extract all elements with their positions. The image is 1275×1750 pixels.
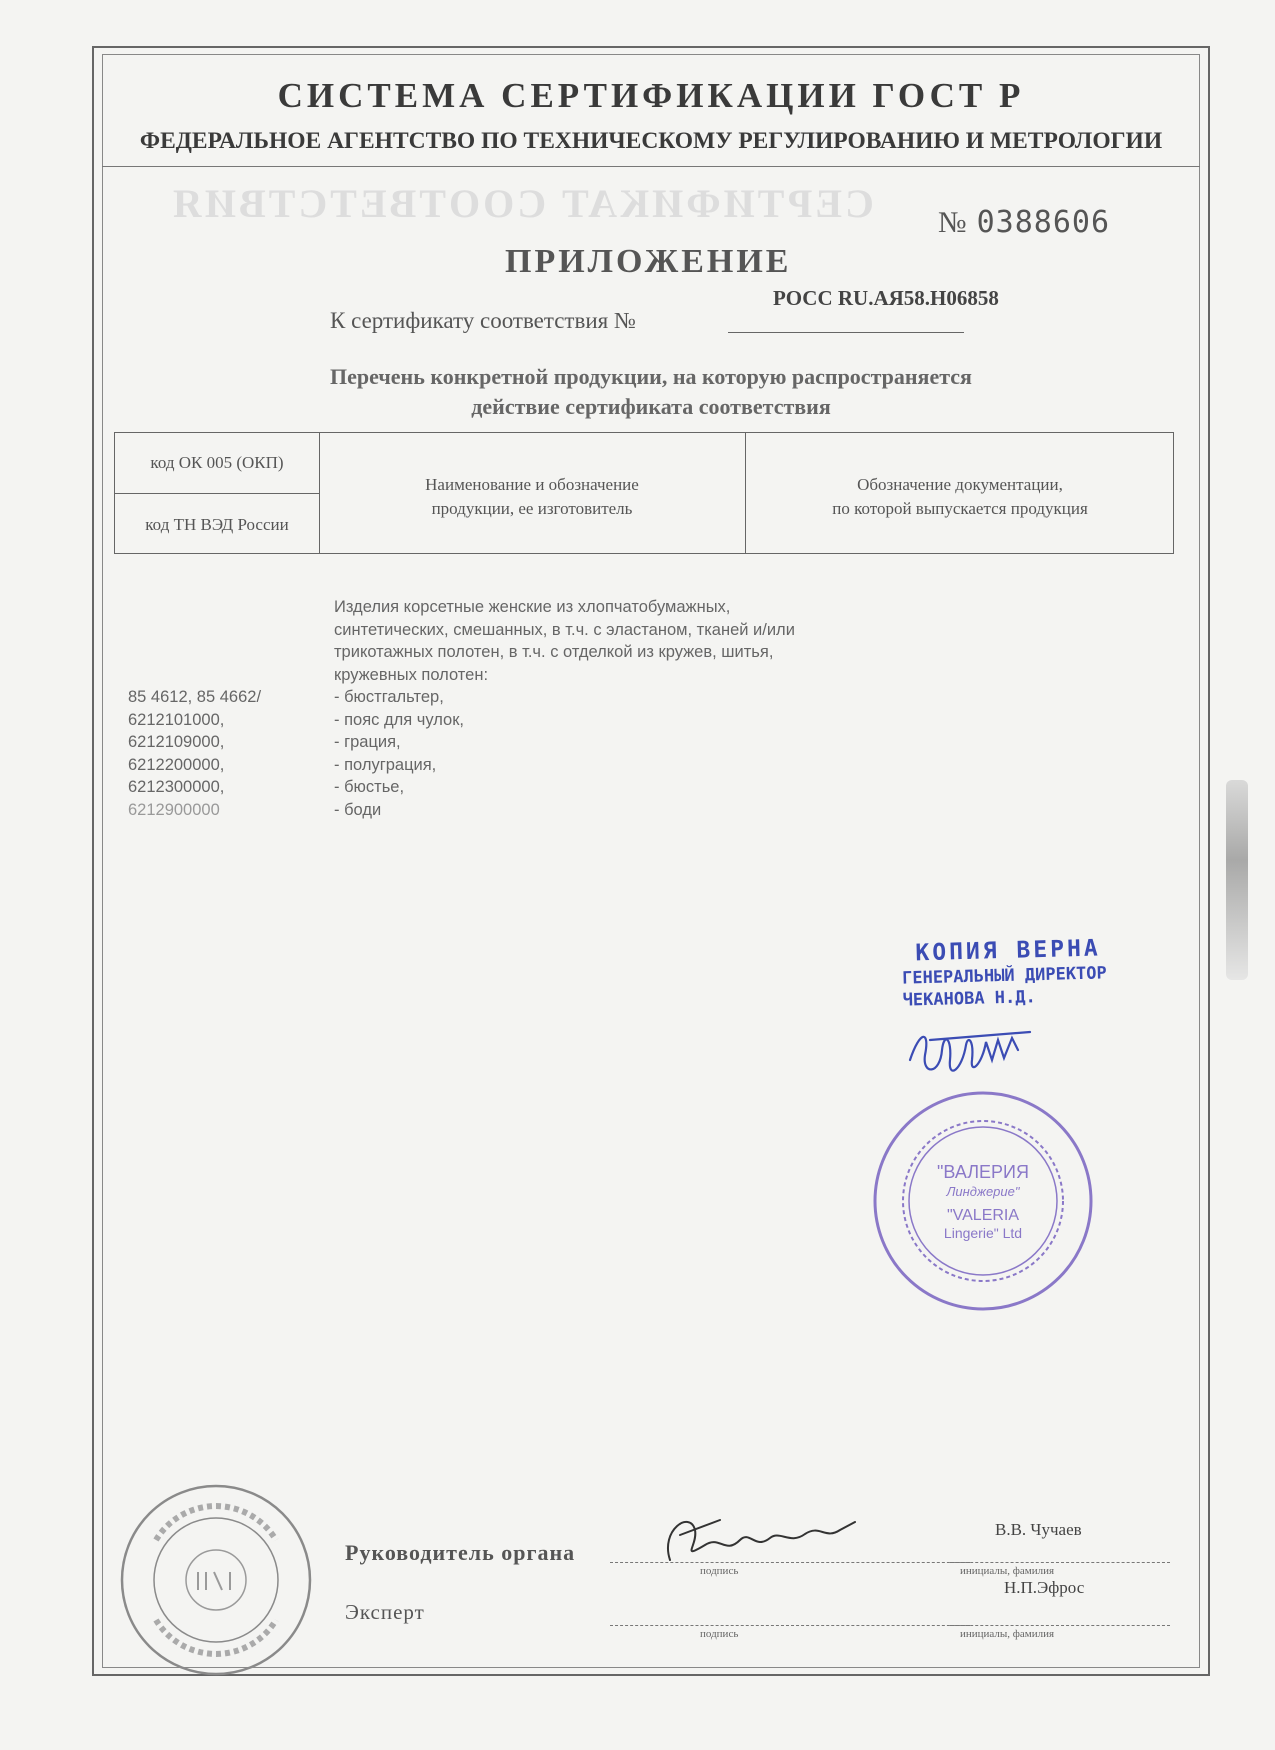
- head-of-body-label: Руководитель органа: [345, 1540, 576, 1565]
- name-caption: инициалы, фамилия: [960, 1628, 1055, 1640]
- form-number: [938, 205, 1110, 240]
- reverse-bleed-through: СЕРТИФИКАТ СООТВЕТСТВИЯ: [170, 181, 874, 226]
- col-documentation-line2: по которой выпускается продукция: [832, 499, 1088, 518]
- description-line: кружевных полотен:: [334, 665, 489, 684]
- expert-label: Эксперт: [345, 1600, 425, 1624]
- inner-frame: [102, 54, 1200, 1668]
- product-description: [334, 596, 894, 686]
- agency-name: ФЕДЕРАЛЬНОЕ АГЕНТСТВО ПО ТЕХНИЧЕСКОМУ РЕГУЛИРОВАНИЮ И МЕТРОЛОГИИ: [139, 128, 1163, 154]
- company-stamp-text: Линджерие": [946, 1184, 1020, 1199]
- copy-stamp-line2: ГЕНЕРАЛЬНЫЙ ДИРЕКТОР: [901, 963, 1108, 989]
- item-line: - полуграция,: [334, 755, 437, 774]
- company-stamp-text: "VALERIA: [946, 1207, 1020, 1224]
- description-line: трикотажных полотен, в т.ч. с отделкой из кружев, шитья,: [334, 643, 774, 661]
- code-line: 6212101000,: [128, 710, 225, 729]
- col-product-name-line2: продукции, ее изготовитель: [431, 499, 633, 518]
- company-stamp-text: "ВАЛЕРИЯ: [937, 1162, 1029, 1182]
- code-line: 6212109000,: [128, 733, 225, 751]
- certification-body-stamp: [116, 1480, 316, 1680]
- signature-caption: подпись: [700, 1628, 739, 1640]
- scan-smudge: [1226, 780, 1248, 980]
- head-signature: [650, 1500, 870, 1580]
- table-divider: [115, 493, 319, 494]
- header-separator: [102, 166, 1200, 167]
- product-table-header: [114, 432, 1174, 554]
- form-number-value: 0388606: [976, 205, 1111, 240]
- director-signature: [900, 1020, 1050, 1090]
- col-okp-code: код ОК 005 (ОКП): [150, 453, 284, 472]
- description-line: синтетических, смешанных, в т.ч. с эластаном, тканей и/или: [334, 620, 795, 639]
- signature-caption: подпись: [700, 1565, 739, 1577]
- number-sign: №: [938, 206, 967, 239]
- company-round-stamp: [868, 1086, 1098, 1316]
- code-line: 85 4612, 85 4662/: [128, 688, 262, 706]
- expert-name: Н.П.Эфрос: [1004, 1578, 1085, 1597]
- copy-true-stamp: [901, 935, 1107, 1010]
- system-title: СИСТЕМА СЕРТИФИКАЦИИ ГОСТ Р: [277, 76, 1025, 115]
- col-documentation: [745, 473, 1175, 521]
- product-codes: [128, 686, 261, 821]
- code-line: 6212900000: [128, 800, 220, 819]
- item-line: - пояс для чулок,: [334, 710, 465, 729]
- item-line: - бюстгальтер,: [334, 688, 444, 706]
- code-line: 6212300000,: [128, 778, 225, 796]
- item-line: - боди: [334, 800, 382, 819]
- signature-line: [610, 1562, 970, 1563]
- to-certificate-label: К сертификату соответствия №: [330, 308, 636, 333]
- certificate-number-line: [728, 332, 964, 333]
- head-name: В.В. Чучаев: [995, 1520, 1082, 1539]
- list-title-line2: действие сертификата соответствия: [471, 394, 831, 419]
- col-product-name-line1: Наименование и обозначение: [425, 475, 639, 494]
- code-line: 6212200000,: [128, 755, 225, 774]
- description-line: Изделия корсетные женские из хлопчатобумажных,: [334, 598, 731, 616]
- name-line: [950, 1562, 1170, 1563]
- name-caption: инициалы, фамилия: [960, 1565, 1055, 1577]
- product-items: [334, 686, 464, 821]
- name-line: [950, 1625, 1170, 1626]
- certificate-number: РОСС RU.АЯ58.Н06858: [773, 286, 999, 310]
- list-title-line1: Перечень конкретной продукции, на которую распространяется: [330, 364, 972, 389]
- item-line: - бюстье,: [334, 778, 405, 796]
- signature-line: [610, 1625, 970, 1626]
- list-title: [102, 362, 1200, 422]
- col-tnved-code: код ТН ВЭД России: [145, 515, 289, 534]
- col-documentation-line1: Обозначение документации,: [857, 475, 1063, 494]
- item-line: - грация,: [334, 733, 401, 751]
- col-product-name: [319, 473, 745, 521]
- copy-stamp-line1: КОПИЯ ВЕРНА: [915, 935, 1102, 967]
- copy-stamp-line3: ЧЕКАНОВА Н.Д.: [902, 987, 1036, 1011]
- document-title: ПРИЛОЖЕНИЕ: [505, 243, 792, 280]
- company-stamp-text: Lingerie" Ltd: [943, 1225, 1023, 1241]
